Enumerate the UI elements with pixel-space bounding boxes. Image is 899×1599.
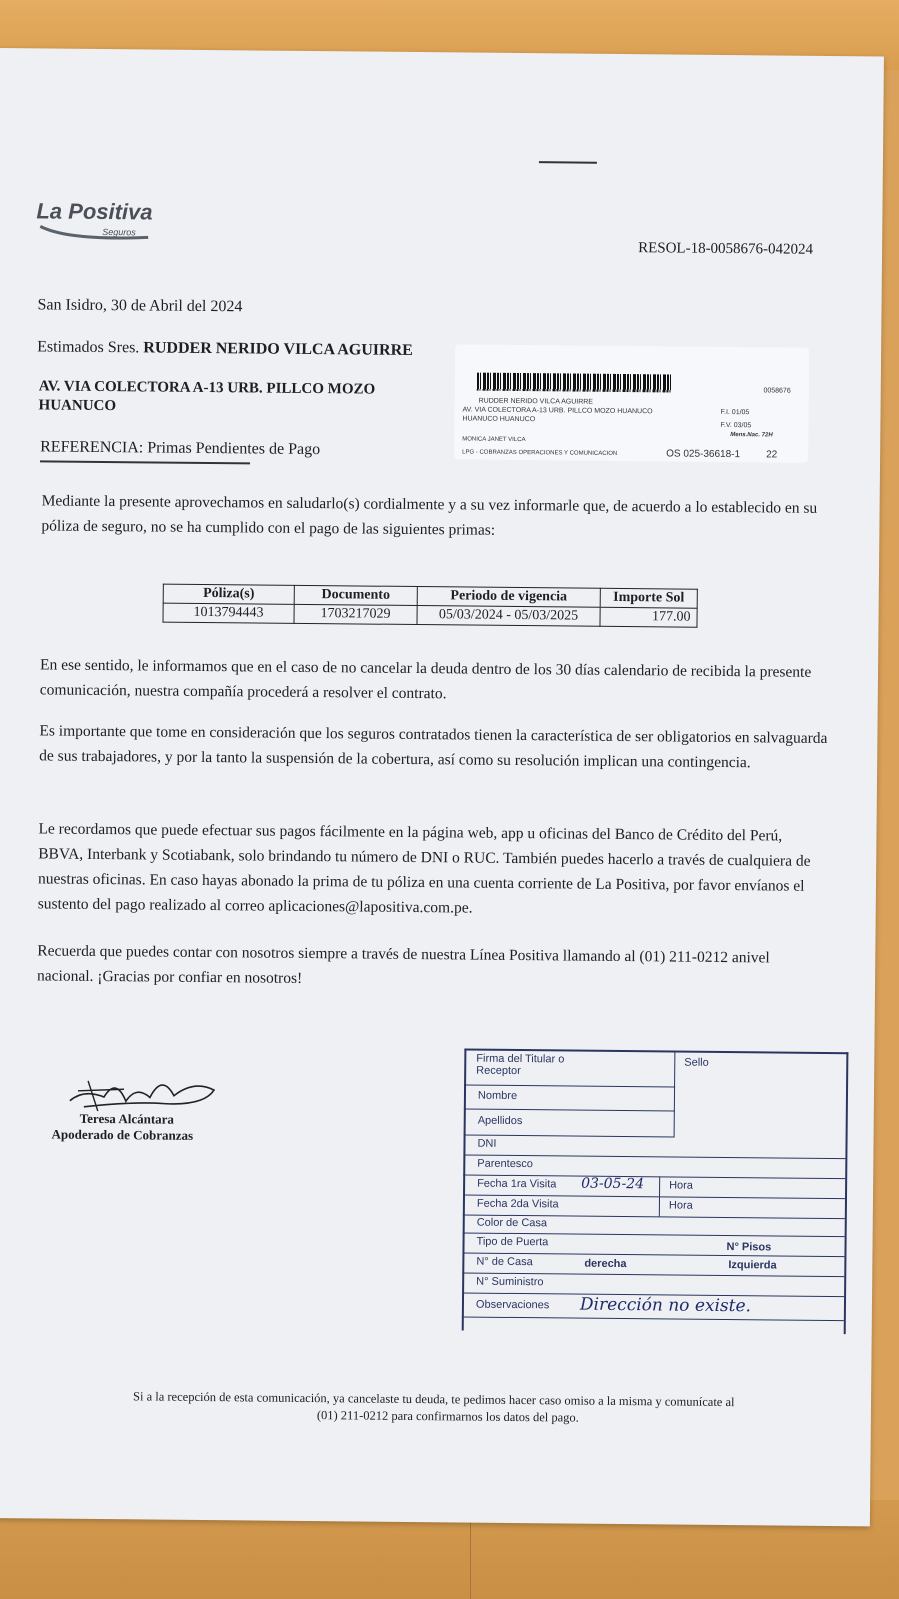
paragraph-2: En ese sentido, le informamos que en el caso de no cancelar la deuda dentro de los 30 días calendario de recibida la presente comunicación, nuestra compañía procederá a resolver el contrato.: [39, 656, 812, 703]
form-sello: Sello: [684, 1056, 709, 1069]
form-pisos: N° Pisos: [726, 1241, 772, 1254]
form-izquierda: Izquierda: [728, 1259, 777, 1272]
form-firma: Firma del Titular o Receptor: [476, 1052, 565, 1078]
form-fecha1: Fecha 1ra Visita: [477, 1177, 557, 1191]
paragraph-1: Mediante la presente aprovechamos en saludarlo(s) cordialmente y a su vez informarle que, de acuerdo a lo establecido en su póliza de seguro, no se ha cumplido con el pago de las siguientes primas:: [41, 492, 818, 539]
label-name: RUDDER NERIDO VILCA AGUIRRE: [478, 397, 594, 406]
label-code: 0058676: [763, 387, 791, 395]
address-line-2: HUANUCO: [38, 397, 117, 415]
form-tipo-puerta: Tipo de Puerta: [476, 1235, 549, 1249]
header-documento: Documento: [294, 585, 417, 605]
form-row-apellidos: [464, 1109, 675, 1138]
label-city: HUANUCO HUANUCO: [462, 415, 536, 424]
form-hora2: Hora: [668, 1199, 693, 1212]
footer-line-1: Si a la recepción de esta comunicación, ya cancelaste tu deuda, te pedimos hacer caso omiso a la misma y comunícate al: [132, 1389, 735, 1410]
cell-importe: 177.00: [600, 607, 697, 627]
signer-name: Teresa Alcántara: [79, 1110, 175, 1127]
table-row: [163, 603, 697, 627]
resolution-code: RESOL-18-0058676-042024: [638, 240, 814, 258]
cell-poliza: 1013794443: [163, 603, 294, 623]
form-nombre: Nombre: [477, 1089, 518, 1103]
envelope-seam: [470, 1510, 471, 1599]
form-fecha1-value: 03-05-24: [581, 1175, 645, 1193]
form-row-firma: [464, 1049, 675, 1088]
label-monica: MONICA JANET VILCA: [462, 436, 526, 444]
form-divider: [659, 1176, 660, 1196]
footer-line-2: (01) 211-0212 para confirmarnos los datos del pago.: [316, 1408, 579, 1425]
logo-name: La Positiva: [36, 198, 153, 225]
date-line: San Isidro, 30 de Abril del 2024: [37, 296, 243, 316]
form-row-nombre: [464, 1085, 675, 1112]
form-obs-value: Dirección no existe.: [579, 1294, 752, 1317]
form-parentesco: Parentesco: [477, 1157, 534, 1171]
label-lpg: LPG - COBRANZAS OPERACIONES Y COMUNICACION: [462, 449, 618, 457]
form-row-observaciones: [462, 1292, 844, 1321]
logo-sub: Seguros: [102, 226, 136, 238]
barcode: [477, 373, 672, 393]
greeting: [37, 338, 413, 360]
reference: REFERENCIA: Primas Pendientes de Pago: [40, 438, 321, 459]
form-apellidos: Apellidos: [477, 1114, 523, 1128]
label-seq: 22: [766, 449, 778, 461]
recipient-name: RUDDER NERIDO VILCA AGUIRRE: [143, 339, 413, 359]
signature-icon: [64, 1071, 224, 1117]
form-divider: [659, 1196, 660, 1216]
form-fecha2: Fecha 2da Visita: [476, 1197, 559, 1211]
form-observaciones: Observaciones: [475, 1298, 550, 1312]
letter-page: [0, 48, 884, 1526]
header-periodo: Periodo de vigencia: [417, 587, 600, 608]
greeting-prefix: Estimados Sres.: [37, 338, 140, 357]
label-fv: F.V. 03/05: [720, 421, 752, 430]
form-suministro: N° Suministro: [476, 1275, 544, 1289]
logo-swoosh-icon: [38, 224, 150, 243]
primas-table: [162, 584, 697, 628]
pen-mark: [539, 161, 597, 164]
form-color-casa: Color de Casa: [476, 1216, 548, 1230]
form-dni: DNI: [477, 1137, 497, 1150]
paragraph-3: Es importante que tome en consideración que los seguros contratados tienen la característica de ser obligatorios en salvaguarda de sus trabajadores, y por la tanto la suspensión de la cobertura, así como su resolución implican una contingencia.: [39, 722, 828, 772]
cell-documento: 1703217029: [294, 604, 417, 624]
delivery-form: [462, 1049, 847, 1339]
label-mens: Mens.Nac. 72H: [730, 432, 773, 439]
address-label: [454, 344, 809, 462]
form-n-casa: N° de Casa: [476, 1255, 533, 1269]
signer-role: Apoderado de Cobranzas: [51, 1126, 194, 1143]
paragraph-4: Le recordamos que puede efectuar sus pagos fácilmente en la página web, app u oficinas del Banco de Crédito del Perú, BBVA, Interbank y Scotiabank, solo brindando tu número de DNI o RUC. También puedes hacerlo a través de cualquiera de nuestras oficinas. En caso hayas abonado la prima de tu póliza en una cuenta corriente de La Positiva, por favor envíanos el sustento del pago realizado al correo aplicaciones@lapositiva.com.pe.: [37, 820, 811, 917]
cell-periodo: 05/03/2024 - 05/03/2025: [417, 606, 600, 627]
label-fi: F.I. 01/05: [720, 408, 750, 417]
paragraph-5: Recuerda que puedes contar con nosotros siempre a través de nuestra Línea Positiva llamando al (01) 211-0212 anivel nacional. ¡Gracias por confiar en nosotros!: [37, 942, 770, 987]
label-address: AV. VIA COLECTORA A-13 URB. PILLCO MOZO HUANUCO: [462, 406, 653, 416]
form-hora: Hora: [669, 1179, 694, 1192]
address-line-1: AV. VIA COLECTORA A-13 URB. PILLCO MOZO: [38, 378, 376, 398]
header-poliza: Póliza(s): [163, 584, 294, 604]
label-os: OS 025-36618-1: [666, 448, 741, 461]
reference-underline: [40, 460, 250, 464]
header-importe: Importe Sol: [600, 588, 697, 608]
form-derecha: derecha: [584, 1257, 627, 1271]
